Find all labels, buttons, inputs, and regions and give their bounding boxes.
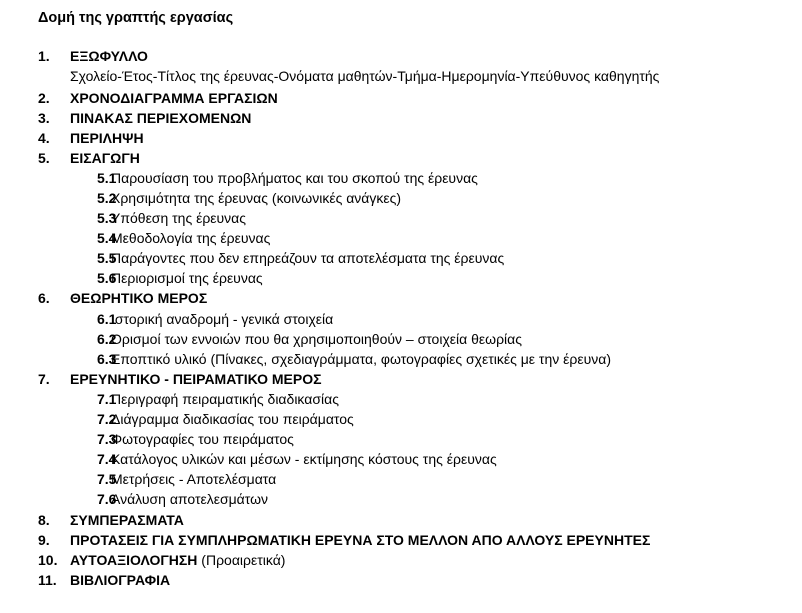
toc-subitem-label: Διάγραμμα διαδικασίας του πειράματος xyxy=(111,411,354,427)
toc-subitem-label: Μετρήσεις - Αποτελέσματα xyxy=(111,471,277,487)
toc-subitem-number: 7.3 xyxy=(97,431,117,447)
toc-item-label: ΕΞΩΦΥΛΛΟ xyxy=(70,48,148,64)
toc-item-label: ΧΡΟΝΟΔΙΑΓΡΑΜΜΑ ΕΡΓΑΣΙΩΝ xyxy=(70,90,278,106)
toc-subitem-label: Παράγοντες που δεν επηρεάζουν τα αποτελέσματα της έρευνας xyxy=(111,250,505,266)
toc-subitem-number: 7.5 xyxy=(97,471,117,487)
toc-item-label-group xyxy=(70,550,285,570)
toc-item-label: ΒΙΒΛΙΟΓΡΑΦΙΑ xyxy=(70,572,171,588)
toc-item-number: 11. xyxy=(38,572,57,588)
toc-subitem-label: Παρουσίαση του προβλήματος και του σκοπού της έρευνας xyxy=(111,170,478,186)
toc-subitem-number: 7.1 xyxy=(97,391,117,407)
toc-item-number: 5. xyxy=(38,150,50,166)
document-title: Δομή της γραπτής εργασίας xyxy=(38,10,234,26)
toc-subitem-label: Περιγραφή πειραματικής διαδικασίας xyxy=(111,391,339,407)
toc-item-label: ΣΥΜΠΕΡΑΣΜΑΤΑ xyxy=(70,512,184,528)
toc-subitem-label: Εποπτικό υλικό (Πίνακες, σχεδιαγράμματα, φωτογραφίες σχετικές με την έρευνα) xyxy=(111,351,611,367)
toc-item-number: 6. xyxy=(38,290,50,306)
toc-item-label: ΠΕΡΙΛΗΨΗ xyxy=(70,130,144,146)
toc-subitem-number: 5.3 xyxy=(97,210,117,226)
toc-subitem-number: 7.2 xyxy=(97,411,117,427)
toc-subitem-label: Ορισμοί των εννοιών που θα χρησιμοποιηθούν – στοιχεία θεωρίας xyxy=(111,331,522,347)
toc-item-suffix: (Προαιρετικά) xyxy=(197,552,286,568)
toc-item-number: 9. xyxy=(38,532,50,548)
toc-item-label: ΕΙΣΑΓΩΓΗ xyxy=(70,150,140,166)
toc-subitem-number: 5.5 xyxy=(97,250,117,266)
toc-subitem-label: Ιστορική αναδρομή - γενικά στοιχεία xyxy=(111,311,334,327)
toc-subitem-number: 6.3 xyxy=(97,351,117,367)
toc-item-label: ΑΥΤΟΑΞΙΟΛΟΓΗΣΗ xyxy=(70,552,198,568)
toc-item-number: 1. xyxy=(38,48,50,64)
toc-item-number: 4. xyxy=(38,130,50,146)
toc-subitem-number: 5.1 xyxy=(97,170,117,186)
toc-item-note: Σχολείο-Έτος-Τίτλος της έρευνας-Ονόματα μαθητών-Τμήμα-Ημερομηνία-Υπεύθυνος καθηγητής xyxy=(70,68,660,84)
toc-subitem-number: 6.1 xyxy=(97,311,117,327)
toc-subitem-label: Φωτογραφίες του πειράματος xyxy=(111,431,294,447)
toc-item-label: ΘΕΩΡΗΤΙΚΟ ΜΕΡΟΣ xyxy=(70,290,208,306)
toc-item-label: ΕΡΕΥΝΗΤΙΚΟ - ΠΕΙΡΑΜΑΤΙΚΟ ΜΕΡΟΣ xyxy=(70,371,322,387)
toc-subitem-number: 5.2 xyxy=(97,190,117,206)
toc-item-number: 3. xyxy=(38,110,50,126)
toc-item-number: 7. xyxy=(38,371,50,387)
toc-subitem-number: 7.6 xyxy=(97,491,117,507)
toc-item-number: 10. xyxy=(38,552,58,568)
toc-subitem-label: Μεθοδολογία της έρευνας xyxy=(111,230,271,246)
toc-item-label: ΠΙΝΑΚΑΣ ΠΕΡΙΕΧΟΜΕΝΩΝ xyxy=(70,110,252,126)
toc-item-number: 2. xyxy=(38,90,50,106)
toc-subitem-number: 7.4 xyxy=(97,451,117,467)
toc-subitem-number: 5.6 xyxy=(97,270,117,286)
toc-item-number: 8. xyxy=(38,512,50,528)
toc-subitem-number: 6.2 xyxy=(97,331,117,347)
toc-item-label: ΠΡΟΤΑΣΕΙΣ ΓΙΑ ΣΥΜΠΛΗΡΩΜΑΤΙΚΗ ΕΡΕΥΝΑ ΣΤΟ ΜΕΛΛΟΝ ΑΠΟ ΑΛΛΟΥΣ ΕΡΕΥΝΗΤΕΣ xyxy=(70,532,651,548)
toc-subitem-label: Κατάλογος υλικών και μέσων - εκτίμησης κόστους της έρευνας xyxy=(111,451,497,467)
toc-subitem-label: Περιορισμοί της έρευνας xyxy=(111,270,263,286)
toc-subitem-number: 5.4 xyxy=(97,230,117,246)
toc-subitem-label: Ανάλυση αποτελεσμάτων xyxy=(111,491,269,507)
toc-subitem-label: Υπόθεση της έρευνας xyxy=(111,210,247,226)
toc-subitem-label: Χρησιμότητα της έρευνας (κοινωνικές ανάγκες) xyxy=(111,190,402,206)
